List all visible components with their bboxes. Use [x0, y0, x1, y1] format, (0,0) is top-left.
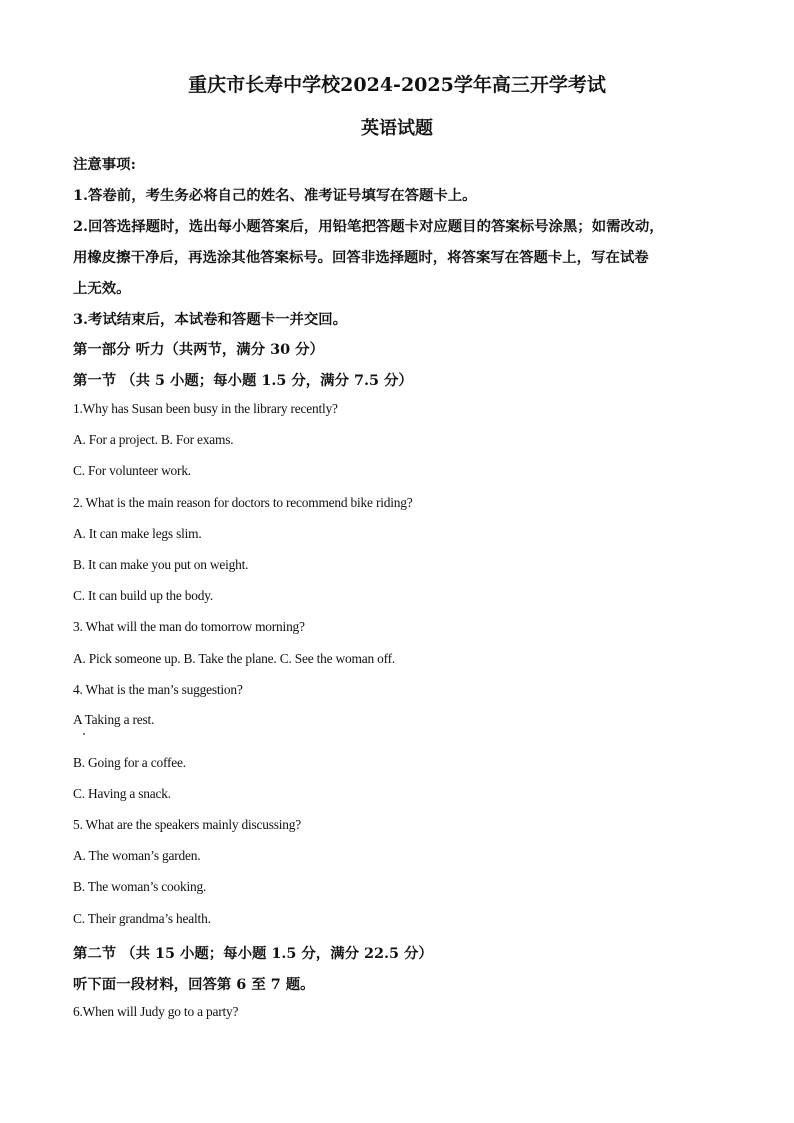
question-5-option-a: A. The woman’s garden. [73, 848, 201, 863]
notes-item-2-line-2: 用橡皮擦干净后，再选涂其他答案标号。回答非选择题时，将答案写在答题卡上，写在试卷 [73, 249, 649, 266]
question-2-option-c: C. It can build up the body. [73, 588, 214, 603]
part1-heading: 第一部分 听力（共两节，满分 30 分） [73, 341, 324, 358]
question-5-option-c: C. Their grandma’s health. [73, 911, 211, 926]
question-4: 4. What is the man’s suggestion? [73, 682, 243, 697]
stray-dot [83, 733, 85, 735]
section2-heading: 第二节 （共 15 小题；每小题 1.5 分，满分 22.5 分） [73, 945, 433, 962]
question-1-options-ab: A. For a project. B. For exams. [73, 432, 234, 447]
notes-item-2-line-3: 上无效。 [73, 280, 131, 297]
question-2: 2. What is the main reason for doctors to recommend bike riding? [73, 495, 413, 510]
notes-item-2-line-1: 2.回答选择题时，选出每小题答案后，用铅笔把答题卡对应题目的答案标号涂黑；如需改动， [73, 218, 664, 235]
question-2-option-b: B. It can make you put on weight. [73, 557, 249, 572]
question-5: 5. What are the speakers mainly discussing? [73, 817, 302, 832]
exam-title: 重庆市长寿中学校2024-2025学年高三开学考试 [188, 74, 606, 96]
question-4-option-b: B. Going for a coffee. [73, 755, 186, 770]
notes-block [73, 149, 733, 335]
section1-heading: 第一节 （共 5 小题；每小题 1.5 分，满分 7.5 分） [73, 372, 413, 389]
section2-instruction: 听下面一段材料，回答第 6 至 7 题。 [73, 976, 315, 993]
question-3-options: A. Pick someone up. B. Take the plane. C. See the woman off. [73, 651, 396, 666]
question-4-option-c: C. Having a snack. [73, 786, 171, 801]
question-1: 1.Why has Susan been busy in the library recently? [73, 401, 338, 416]
question-5-option-b: B. The woman’s cooking. [73, 879, 207, 894]
notes-item-3: 3.考试结束后，本试卷和答题卡一并交回。 [73, 311, 348, 328]
question-1-option-c: C. For volunteer work. [73, 463, 191, 478]
question-2-option-a: A. It can make legs slim. [73, 526, 202, 541]
question-3: 3. What will the man do tomorrow morning? [73, 619, 305, 634]
question-6: 6.When will Judy go to a party? [73, 1004, 239, 1019]
question-4-option-a: A Taking a rest. [73, 712, 155, 727]
notes-heading: 注意事项: [73, 156, 136, 173]
exam-subtitle: 英语试题 [361, 118, 433, 139]
notes-item-1: 1.答卷前，考生务必将自己的姓名、准考证号填写在答题卡上。 [73, 187, 477, 204]
